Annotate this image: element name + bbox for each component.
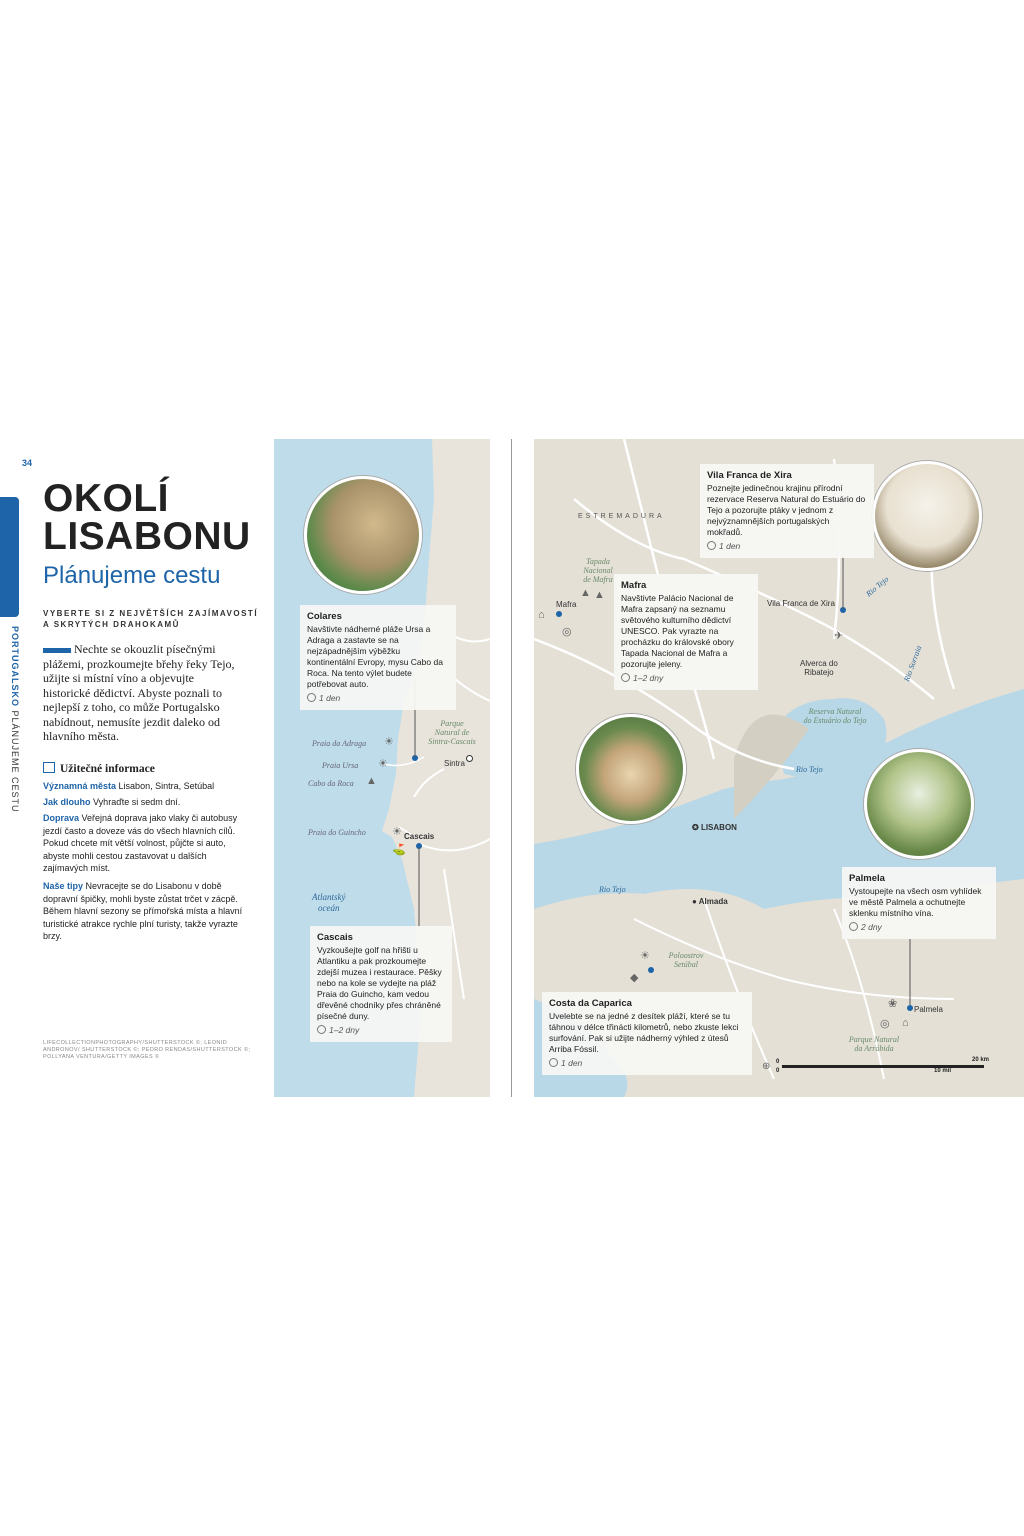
page-subtitle: Plánujeme cestu [43, 562, 221, 589]
info-heading: Užitečné informace [43, 762, 155, 775]
town-label: Alverca do Ribatejo [800, 659, 838, 677]
kicker: VYBERTE SI Z NEJVĚTŠÍCH ZAJÍMAVOSTÍ A SKRYTÝCH DRAHOKAMŮ [43, 609, 259, 629]
scale-line [782, 1065, 984, 1068]
lighthouse-icon: ▲ [366, 775, 377, 787]
town-label: Vila Franca de Xira [767, 599, 835, 608]
sintra-marker[interactable] [466, 755, 473, 762]
palace-icon: ⌂ [538, 609, 545, 621]
map-left [274, 439, 490, 1097]
town-label: Palmela [914, 1005, 943, 1014]
beach-label: Cabo da Roca [308, 779, 354, 788]
park-label: Poloostrov Setúbal [668, 951, 704, 969]
tree-icon: ▲ [594, 589, 605, 601]
palmela-photo [864, 749, 974, 859]
palmela-card[interactable]: Palmela Vystoupejte na všech osm vyhlídek ve městě Palmela a ochutnejte sklenku místního vína. 2 dny [842, 867, 996, 939]
vila-franca-photo [872, 461, 982, 571]
scale-label: 10 mil [934, 1068, 952, 1074]
sun-icon: ☀ [384, 736, 394, 748]
mafra-marker[interactable] [556, 611, 562, 617]
cascais-card[interactable]: Cascais Vyzkoušejte golf na hřišti u Atlantiku a pak prozkoumejte zdejší muzea i restaurace. Pěšky nebo na kole se vydejte na pláž Praia do Guincho, kam vedou dřevěné chodníky přes chráněné písečné duny. 1–2 dny [310, 926, 452, 1042]
town-label: Mafra [556, 600, 577, 609]
grape-icon: ❀ [888, 998, 898, 1010]
map-icon [43, 762, 55, 773]
castle-icon: ⌂ [902, 1017, 909, 1029]
town-label: Cascais [404, 832, 435, 841]
beach-label: Praia da Adraga [312, 739, 367, 748]
river-label: Rio Tejo [864, 574, 891, 599]
beach-label: Praia do Guincho [308, 828, 366, 837]
tree-icon: ▲ [580, 587, 591, 599]
clock-icon [307, 693, 316, 702]
info-item: Významná města Lisabon, Sintra, Setúbal [43, 781, 215, 791]
scale-bar [762, 1059, 992, 1079]
region-label: ESTREMADURA [578, 513, 665, 520]
palmela-marker[interactable] [907, 1005, 913, 1011]
sun-icon: ☀ [378, 758, 388, 770]
clock-icon [549, 1058, 558, 1067]
scale-label: 0 [776, 1059, 780, 1065]
river-label: Rio Tejo [796, 765, 823, 774]
surf-icon: ◆ [630, 972, 639, 984]
ocean-label: Atlantský oceán [312, 892, 346, 913]
clock-icon [621, 673, 630, 682]
binoculars-icon: ◎ [880, 1018, 890, 1030]
side-tab-label: PORTUGALSKO PLÁNUJEME CESTU [10, 626, 20, 813]
sun-icon: ☀ [640, 950, 650, 962]
beach-label: Praia Ursa [322, 761, 359, 770]
river-label: Rio Sorraia [902, 644, 924, 683]
clock-icon [707, 541, 716, 550]
town-label: ● Almada [692, 897, 728, 906]
page-title: OKOLÍ LISABONU [43, 477, 251, 558]
scale-label: 0 [776, 1068, 780, 1074]
park-label: Parque Natural de Sintra-Cascais [428, 719, 476, 746]
caparica-marker[interactable] [648, 967, 654, 973]
info-item: Jak dlouho Vyhraďte si sedm dní. [43, 797, 181, 807]
colares-card[interactable]: Colares Navštivte nádherné pláže Ursa a Adraga a zastavte se na nejzápadnějším výběžku kontinentální Evropy, mysu Cabo da Roca. Na tento výlet budete potřebovat auto. 1 den [300, 605, 456, 710]
info-item: Naše tipy Nevracejte se do Lisabonu v době dopravní špičky, mohli byste zůstat trčet v zácpě. Během hlavní sezony se přímořská místa a hlavní turistické atrakce rychle plní turisty, takže vyrazte brzy. [43, 881, 243, 941]
palmela-leader [909, 939, 911, 1005]
caparica-card[interactable]: Costa da Caparica Uvelebte se na jedné z desítek pláží, které se tu táhnou v délce třinácti kilometrů, nebo zkuste lekci surfování. Pak si užijte nádherný výhled z útesů Arriba Fóssil. 1 den [542, 992, 752, 1075]
golf-icon: ⛳ [392, 844, 406, 856]
vila-franca-card[interactable]: Vila Franca de Xira Poznejte jedinečnou krajinu přírodní rezervace Reserva Natural do Estuário do Tejo a pozorujte ptáky v jednom z nejvýznamnějších portugalských mokřadů. 1 den [700, 464, 874, 558]
chapter-tab [0, 497, 19, 617]
bird-icon: ✈ [834, 630, 844, 642]
park-label: Parque Natural da Arrábida [848, 1035, 900, 1053]
mafra-photo [576, 714, 686, 824]
deer-icon: ◎ [562, 626, 572, 638]
map-right [534, 439, 1024, 1097]
mafra-card[interactable]: Mafra Navštivte Palácio Nacional de Mafra zapsaný na seznamu světového kulturního dědictví UNESCO. Pak vyrazte na procházku do královské obory Tapada Nacional de Mafra a pozorujte jeleny. 1–2 dny [614, 574, 758, 690]
scale-label: 20 km [972, 1057, 990, 1063]
photo-credits: LIFECOLLECTIONPHOTOGRAPHY/SHUTTERSTOCK ©; LEONID ANDRONOV/ SHUTTERSTOCK ©; PEDRO RENDAS/SHUTTERSTOCK ©; POLLYANA VENTURA/GETTY IMAGES © [43, 1040, 251, 1060]
page-number: 34 [22, 458, 33, 468]
vila-franca-leader [842, 554, 844, 609]
park-label: Tapada Nacional de Mafra [583, 557, 613, 584]
info-item: Doprava Veřejná doprava jako vlaky či autobusy jezdí často a doveze vás do všech hlavních cílů. Pokud chcete mít větší volnost, půjčte si auto, abyste mohli cestou zastavovat u dalších zajímavých míst. [43, 813, 238, 873]
compass-icon: ⊕ [762, 1061, 771, 1072]
colares-photo [304, 476, 422, 594]
intro-text: Nechte se okouzlit písečnými plážemi, prozkoumejte břehy řeky Tejo, užijte si místní víno a objevujte historické dědictví. Abyste poznali to nejlepší z toho, co může Portugalsko nabídnout, nemusíte jezdit daleko od hlavního města. [43, 642, 235, 743]
cascais-leader [418, 847, 420, 929]
park-label: Reserva Natural do Estuário do Tejo [803, 707, 867, 725]
clock-icon [849, 922, 858, 931]
clock-icon [317, 1025, 326, 1034]
river-label: Rio Tejo [599, 885, 626, 894]
page-divider [511, 439, 512, 1097]
sun-icon: ☀ [392, 826, 402, 838]
intro-bar [43, 648, 71, 653]
town-label: ✪ LISABON [692, 823, 737, 832]
town-label: Sintra [444, 759, 465, 768]
